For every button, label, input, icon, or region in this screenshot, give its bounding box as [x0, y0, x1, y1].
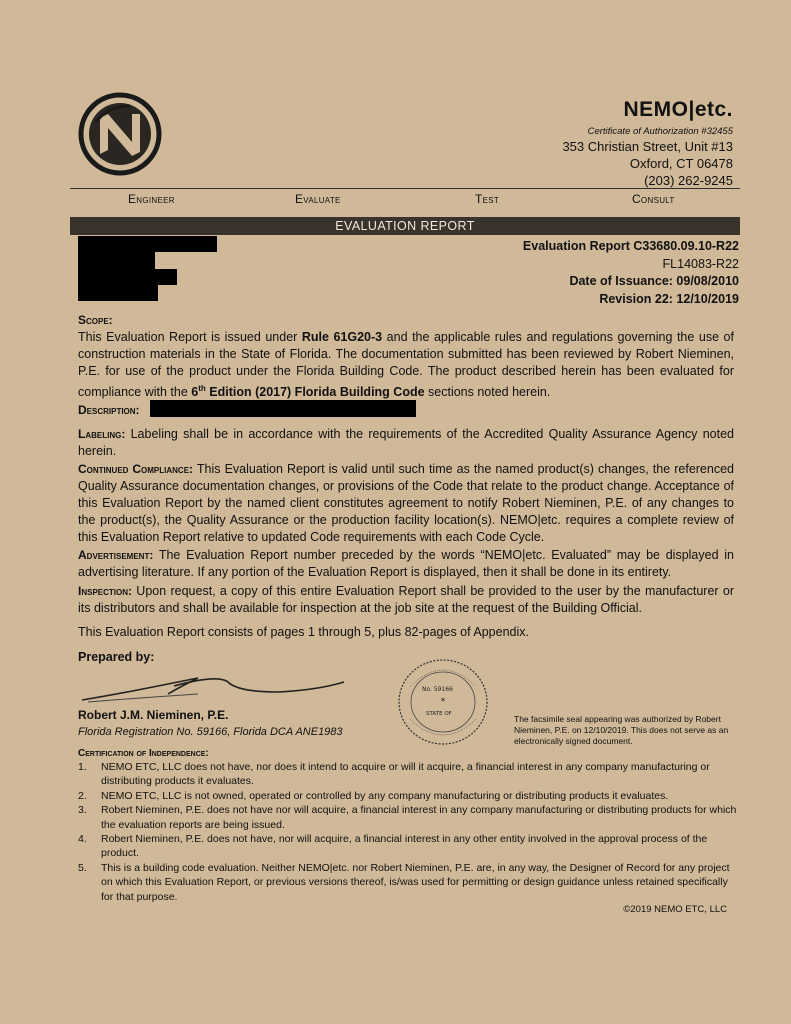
continued-compliance-text: This Evaluation Report is valid until such time as the named product(s) changes, the referenced Quality Assurance documentation changes, or provisions of the Code that relate to the product change. Acceptance of this Evaluation Report by the named client constitutes agreement to notify Robert Nieminen, P.E. of any changes to the product(s), the Quality Assurance or the production facility location(s). NEMO|etc. requires a complete review of this Evaluation Report relative to updated Code requirements with each Code Cycle. — [78, 462, 734, 544]
edition-name: Edition (2017) Florida Building Code — [205, 385, 425, 400]
report-number: Evaluation Report C33680.09.10-R22 — [522, 239, 739, 253]
scope-text-3: sections noted herein. — [424, 385, 551, 400]
description-heading: Description: — [78, 403, 140, 417]
redacted-client-line4 — [78, 285, 158, 301]
handwritten-signature — [78, 668, 348, 713]
continued-compliance-section — [78, 461, 734, 546]
prepared-by-label: Prepared by: — [78, 650, 155, 664]
edition-number: 6 — [191, 385, 199, 400]
scope-rule: Rule 61G20-3 — [301, 330, 383, 344]
scope-text-1: This Evaluation Report is issued under — [78, 330, 302, 344]
company-header — [562, 98, 733, 188]
redacted-description — [150, 400, 416, 417]
fl-number: FL14083-R22 — [662, 256, 739, 271]
list-item: 5. This is a building code evaluation. Neither NEMO|etc. nor Robert Nieminen, P.E. are, in any way, the Designer of Record for any project on which this Evaluation Report, or previous versions thereof, is/was used for permitting or design guidance unless retained specifically for that purpose. — [78, 861, 730, 903]
category-test: Test — [475, 192, 500, 206]
list-item: 4. Robert Nieminen, P.E. does not have, nor will acquire, a financial interest in any other entity involved in the approval process of the product. — [78, 833, 708, 860]
issuance-date: Date of Issuance: 09/08/2010 — [569, 274, 739, 288]
redacted-client-name — [78, 236, 217, 252]
advertisement-text: The Evaluation Report number preceded by the words “NEMO|etc. Evaluated” may be displayed in advertising literature. If any portion of the Evaluation Report is displayed, then it shall be done in its entirety. — [78, 548, 734, 579]
header-divider — [70, 188, 740, 189]
scope-text-2: and the applicable rules and regulations governing the use of construction materials in the State of Florida. The documentation submitted has been reviewed by Robert Nieminen, P.E. for use of the product under the Florida Building Code. The product described herein has been evaluated for compliance with the — [78, 330, 734, 400]
scope-section — [78, 312, 734, 401]
advertisement-section — [78, 547, 734, 581]
scope-text — [78, 329, 734, 401]
company-logo — [78, 92, 162, 176]
certificate-of-authorization: Certificate of Authorization #32455 — [587, 126, 733, 137]
list-item: 2. NEMO ETC, LLC is not owned, operated or controlled by any company manufacturing or distributing products it evaluates. — [78, 789, 669, 802]
signer-registration: Florida Registration No. 59166, Florida DCA ANE1983 — [78, 726, 343, 738]
signer-name: Robert J.M. Nieminen, P.E. — [78, 708, 229, 722]
certification-heading: Certification of Independence: — [78, 748, 209, 759]
certification-list — [78, 760, 738, 904]
certification-item-text: NEMO ETC, LLC is not owned, operated or controlled by any company manufacturing or distributing products it evaluates. — [101, 789, 669, 802]
certification-item-text: This is a building code evaluation. Neither NEMO|etc. nor Robert Nieminen, P.E. are, in any way, the Designer of Record for any project on which this Evaluation Report, or previous versions thereof, is/was used for permitting or design guidance unless retained specifically for that purpose. — [101, 861, 730, 903]
certification-item-text: Robert Nieminen, P.E. does not have, nor will acquire, a financial interest in any other entity involved in the approval process of the product. — [101, 833, 708, 860]
labeling-text: Labeling shall be in accordance with the requirements of the Accredited Quality Assurance Agency noted herein. — [78, 427, 734, 458]
engineer-seal — [396, 657, 490, 752]
address-street: 353 Christian Street, Unit #13 — [562, 139, 733, 154]
inspection-section — [78, 583, 734, 617]
edition-suffix: th — [198, 384, 206, 393]
revision-date: Revision 22: 12/10/2019 — [599, 291, 739, 306]
page-count-note: This Evaluation Report consists of pages 1 through 5, plus 82-pages of Appendix. — [78, 625, 529, 639]
certification-item-text: NEMO ETC, LLC does not have, nor does it intend to acquire or will it acquire, a financial interest in any company manufacturing or distributing products it evaluates. — [101, 761, 710, 788]
signer-block — [78, 708, 343, 738]
scope-edition — [191, 385, 424, 399]
labeling-heading: Labeling: — [78, 427, 126, 441]
address-city: Oxford, CT 06478 — [629, 156, 733, 171]
inspection-heading: Inspection: — [78, 584, 133, 598]
list-item: 3. Robert Nieminen, P.E. does not have nor will acquire, a financial interest in any company manufacturing or distributing products for which the evaluation reports are being issued. — [78, 804, 737, 831]
list-item: 1. NEMO ETC, LLC does not have, nor does it intend to acquire or will it acquire, a financial interest in any company manufacturing or distributing products it evaluates. — [78, 761, 710, 788]
advertisement-heading: Advertisement: — [78, 548, 154, 562]
category-engineer: Engineer — [128, 192, 175, 206]
redacted-client-line2 — [78, 252, 155, 269]
continued-compliance-heading: Continued Compliance: — [78, 462, 194, 476]
copyright: ©2019 NEMO ETC, LLC — [623, 904, 727, 915]
redacted-client-line3 — [78, 269, 177, 285]
scope-heading: Scope: — [78, 313, 113, 327]
inspection-text: Upon request, a copy of this entire Evaluation Report shall be provided to the user by the manufacturer or its distributors and shall be available for inspection at the job site at the request of the Building Official. — [78, 584, 734, 615]
svg-text:STATE OF: STATE OF — [426, 711, 452, 717]
category-evaluate: Evaluate — [295, 192, 341, 206]
labeling-section — [78, 426, 734, 460]
company-name: NEMO|etc. — [623, 98, 733, 121]
phone-number: (203) 262-9245 — [644, 173, 733, 188]
seal-license: No. 59166 — [422, 686, 453, 693]
category-consult: Consult — [632, 192, 675, 206]
seal-note: The facsimile seal appearing was authorized by Robert Nieminen, P.E. on 12/10/2019. This does not serve as an electronically signed document. — [514, 714, 729, 746]
certification-item-text: Robert Nieminen, P.E. does not have nor will acquire, a financial interest in any company manufacturing or distributing products for which the evaluation reports are being issued. — [101, 804, 737, 831]
report-banner: EVALUATION REPORT — [70, 217, 740, 235]
svg-text:*: * — [440, 697, 446, 707]
report-identifiers — [523, 238, 739, 308]
